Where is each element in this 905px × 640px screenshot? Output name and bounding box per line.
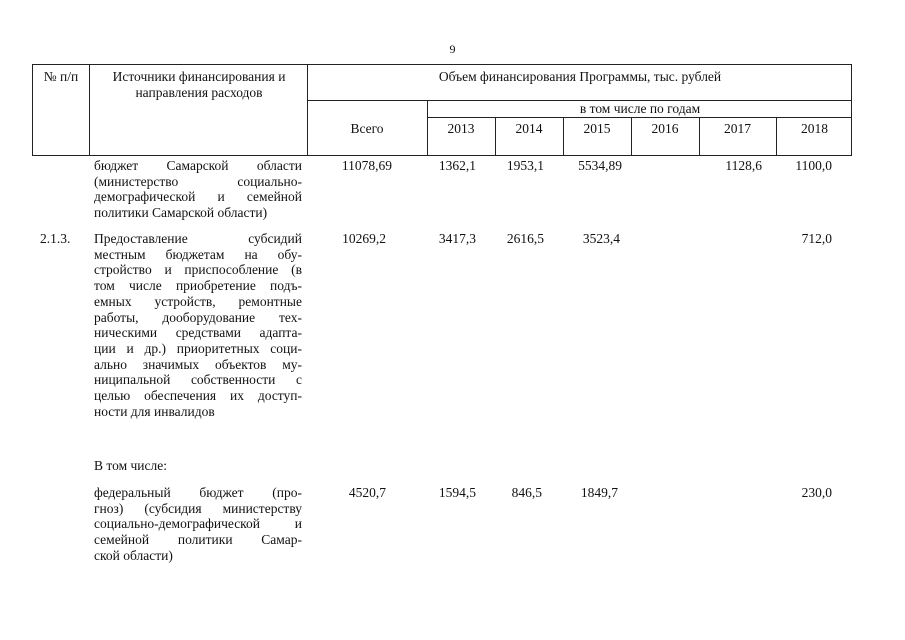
cell-2018: 230,0	[801, 485, 832, 500]
header-year: 2016	[651, 121, 679, 136]
desc-line: работы, дооборудование тех-	[94, 309, 302, 325]
desc-line: демографической и семейной	[94, 189, 302, 205]
header-year: 2015	[583, 121, 611, 136]
desc-line: емных устройств, ремонтные	[94, 293, 302, 309]
desc-line: ниципальной собственности с	[94, 372, 302, 388]
page-number: 9	[449, 42, 456, 56]
column-divider	[89, 65, 90, 155]
table-header	[32, 64, 852, 156]
desc-line: политики Самарской области)	[94, 205, 268, 221]
cell-2014: 846,5	[511, 485, 542, 500]
row-description	[94, 485, 302, 564]
cell-2014: 1953,1	[506, 158, 544, 173]
desc-line: федеральный бюджет (про-	[94, 485, 302, 500]
cell-2013: 1594,5	[438, 485, 476, 500]
cell-total: 4520,7	[348, 485, 386, 500]
column-divider	[776, 117, 777, 155]
header-num: № п/п	[43, 69, 79, 84]
cell-2018: 1100,0	[795, 158, 832, 173]
column-divider	[427, 100, 428, 155]
desc-line: гноз) (субсидия министерству	[94, 500, 302, 516]
cell-2017: 1128,6	[725, 158, 762, 173]
column-divider	[631, 117, 632, 155]
row-divider	[427, 117, 851, 118]
column-divider	[495, 117, 496, 155]
desc-line: том числе приобретение подъ-	[94, 278, 302, 294]
column-divider	[699, 117, 700, 155]
desc-line: ской области)	[94, 547, 173, 563]
header-total: Всего	[350, 121, 384, 136]
header-year: 2018	[801, 121, 828, 136]
cell-2014: 2616,5	[506, 231, 544, 246]
cell-total: 10269,2	[342, 231, 386, 246]
cell-2015: 5534,89	[578, 158, 622, 173]
cell-2013: 3417,3	[438, 231, 476, 246]
column-divider	[307, 65, 308, 155]
cell-2018: 712,0	[801, 231, 832, 246]
row-description	[94, 231, 302, 419]
desc-line: социально-демографической и	[94, 516, 302, 532]
header-source: Источники финансирования и направления расходов	[112, 69, 286, 100]
desc-line: стройство и приспособление (в	[94, 262, 302, 278]
header-year: 2017	[724, 121, 751, 136]
desc-line: ности для инвалидов	[94, 403, 215, 419]
header-volume-title: Объем финансирования Программы, тыс. рублей	[438, 69, 722, 84]
desc-line: целью обеспечения их доступ-	[94, 388, 302, 404]
row-number: 2.1.3.	[40, 231, 71, 246]
desc-line: семейной политики Самар-	[94, 532, 302, 548]
column-divider	[563, 117, 564, 155]
desc-line: бюджет Самарской области	[94, 158, 302, 173]
desc-line: ально значимых объектов му-	[94, 356, 302, 372]
desc-line: ции и др.) приоритетных соци-	[94, 340, 302, 356]
desc-line: В том числе:	[94, 458, 167, 473]
cell-2013: 1362,1	[438, 158, 476, 173]
cell-2015: 1849,7	[580, 485, 618, 500]
cell-2015: 3523,4	[582, 231, 620, 246]
desc-line: местным бюджетам на обу-	[94, 246, 302, 262]
desc-line: Предоставление субсидий	[94, 231, 302, 246]
cell-total: 11078,69	[341, 158, 392, 173]
header-by-years: в том числе по годам	[579, 101, 701, 116]
header-year: 2013	[447, 121, 475, 136]
desc-line: (министерство социально-	[94, 173, 302, 189]
desc-line: ническими средствами адапта-	[94, 325, 302, 341]
row-description	[94, 458, 302, 474]
header-year: 2014	[515, 121, 543, 136]
row-description	[94, 158, 302, 221]
